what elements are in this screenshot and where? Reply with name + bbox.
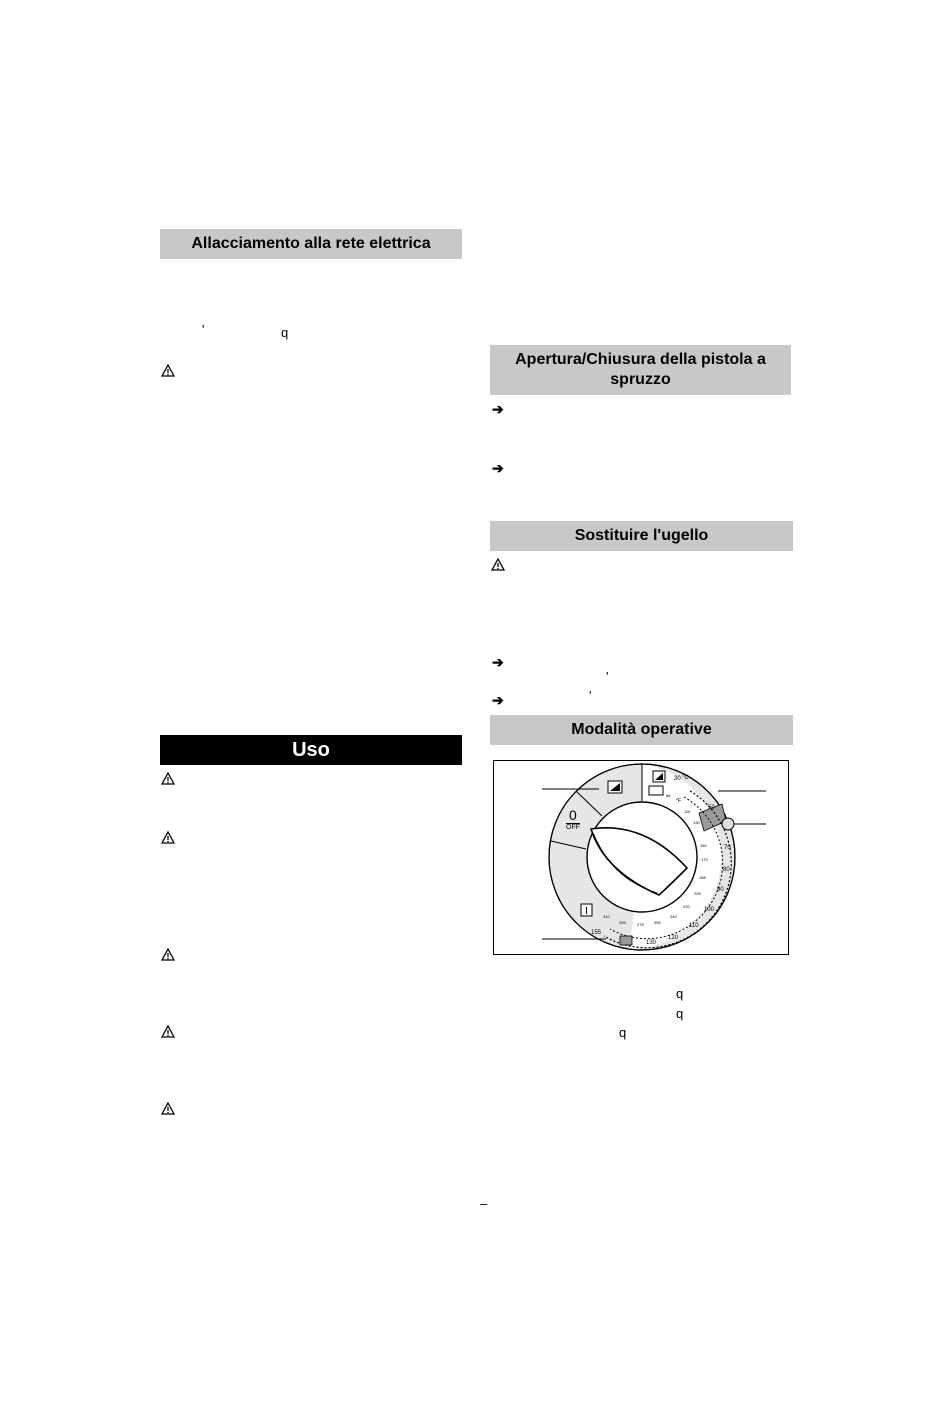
section-title: Modalità operative: [571, 721, 712, 738]
warning-icon: [161, 1025, 175, 1038]
arrow-right-icon: ➔: [492, 401, 504, 417]
warning-icon: [491, 558, 505, 571]
page-dash: –: [480, 1196, 488, 1211]
dial-scale-outer: 110: [689, 923, 699, 929]
dial-scale-inner: 185: [699, 875, 706, 880]
stray-glyph-q: q: [281, 325, 289, 340]
dial-scale-outer: 100: [704, 907, 715, 913]
stray-glyph-q: q: [619, 1025, 627, 1040]
dial-scale-inner: 86: [666, 793, 671, 798]
dial-scale-outer: 155: [591, 930, 602, 936]
warning-icon: [161, 831, 175, 844]
dial-scale-outer: 130: [646, 940, 657, 946]
warning-icon: [161, 1102, 175, 1115]
section-title: Apertura/Chiusura della pistola a spruzzo: [515, 351, 766, 388]
warning-icon: [161, 948, 175, 961]
dial-unit-fahrenheit: °F: [676, 798, 682, 804]
dial-unit-celsius: °C: [682, 775, 689, 781]
section-header-nozzle: [490, 521, 793, 551]
section-header-modes: [490, 715, 793, 745]
dial-off-label: 0: [569, 807, 577, 823]
stray-glyph-q: q: [676, 1006, 684, 1021]
stray-glyph-q: q: [676, 986, 684, 1001]
stray-apostrophe: ': [202, 322, 205, 337]
dial-scale-inner: 110: [684, 809, 691, 814]
arrow-right-icon: ➔: [492, 460, 504, 476]
warning-icon: [161, 772, 175, 785]
stray-apostrophe: ': [606, 669, 609, 684]
arrow-right-icon: ➔: [492, 654, 504, 670]
dial-scale-inner: 205: [694, 891, 701, 896]
dial-scale-inner: 255: [654, 920, 661, 925]
dial-scale-inner: 150: [700, 843, 707, 848]
stray-apostrophe: ': [589, 688, 592, 703]
dial-scale-inner: 310: [603, 914, 610, 919]
dial-scale-inner: 130: [693, 820, 700, 825]
dial-scale-outer: 30: [674, 776, 681, 782]
dial-off-sublabel: OFF: [566, 824, 580, 831]
dial-scale-outer: 80: [723, 867, 730, 873]
dial-scale-outer: 50: [708, 805, 715, 811]
section-title: Sostituire l'ugello: [574, 527, 709, 544]
section-header-use: [160, 735, 462, 765]
arrow-right-icon: ➔: [492, 692, 504, 708]
section-header-connection: [160, 229, 462, 259]
mode-dial-figure: [493, 760, 789, 955]
dial-scale-outer: 120: [668, 935, 679, 941]
dial-scale-outer: 70: [724, 845, 731, 851]
dial-scale-inner: 170: [701, 857, 708, 862]
section-title: Uso: [292, 738, 330, 761]
dial-scale-inner: 295: [619, 920, 626, 925]
section-title: Allacciamento alla rete elettrica: [191, 235, 431, 252]
dial-scale-inner: 275: [637, 922, 644, 927]
dial-scale-inner: 220: [683, 904, 690, 909]
dial-scale-inner: 240: [670, 914, 677, 919]
warning-icon: [161, 364, 175, 377]
dial-scale-outer: 90: [717, 887, 724, 893]
section-header-gun: [490, 345, 791, 395]
